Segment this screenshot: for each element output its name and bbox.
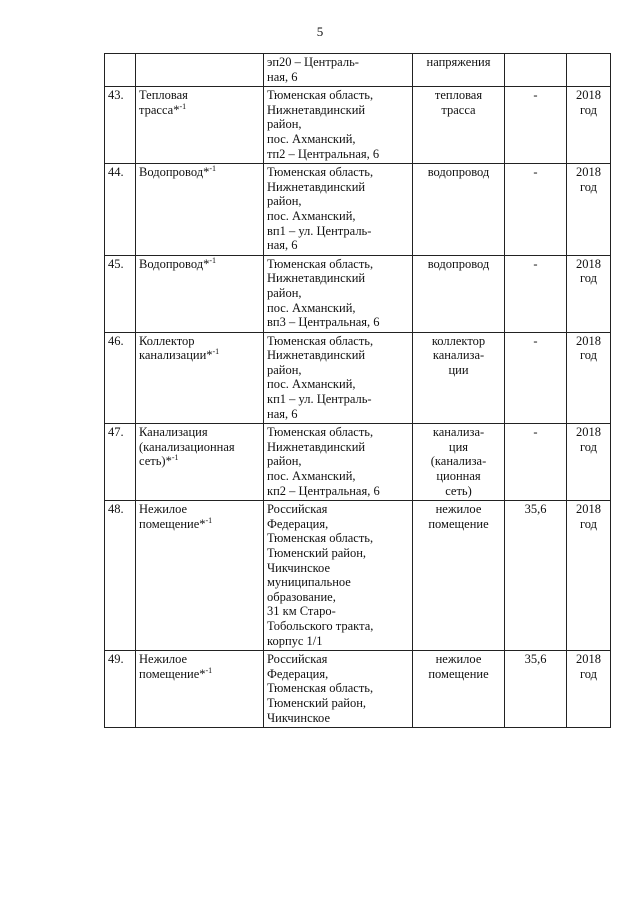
object-name: Тепловая трасса*$^{-1}$ [139, 88, 188, 117]
object-type-cell [413, 54, 505, 87]
footnote-mark: -1 [179, 101, 187, 111]
object-area: - [533, 165, 538, 180]
object-address: эп20 – Централь- ная, 6 [267, 55, 359, 84]
object-area-cell [505, 54, 567, 87]
object-name: Нежилое помещение*$^{-1}$ [139, 502, 213, 531]
object-year: 2018 год [576, 425, 601, 454]
object-year-cell [567, 87, 611, 164]
object-area-cell [505, 651, 567, 728]
object-type-cell [413, 255, 505, 332]
object-name-cell [136, 87, 264, 164]
table-row [105, 501, 611, 651]
object-area-cell [505, 164, 567, 256]
object-area-cell [505, 87, 567, 164]
object-year: 2018 год [576, 502, 601, 531]
row-number: 46. [108, 333, 124, 348]
object-name-cell [136, 332, 264, 424]
object-type-cell [413, 651, 505, 728]
object-name-cell [136, 54, 264, 87]
row-number: 48. [108, 502, 124, 517]
row-number: 43. [108, 88, 124, 103]
object-year: 2018 год [576, 652, 601, 681]
object-type: нежилое помещение [428, 502, 489, 531]
object-address-cell [264, 255, 413, 332]
row-number-cell [105, 651, 136, 728]
object-type-cell [413, 501, 505, 651]
object-year-cell [567, 332, 611, 424]
object-area-cell [505, 332, 567, 424]
object-year: 2018 год [576, 88, 601, 117]
object-year: 2018 год [576, 333, 601, 363]
object-name-cell [136, 164, 264, 256]
row-number-cell [105, 87, 136, 164]
object-area-cell [505, 424, 567, 501]
object-type: водопровод [427, 165, 490, 180]
page-number: 5 [316, 24, 324, 39]
object-name-cell [136, 501, 264, 651]
object-area-cell [505, 255, 567, 332]
object-type: тепловая трасса [434, 88, 483, 117]
object-type-cell [413, 164, 505, 256]
row-number-cell [105, 332, 136, 424]
object-year-cell [567, 255, 611, 332]
object-address: Тюменская область, Нижнетавдинский район, пос. Ахманский, кп1 – ул. Централь- ная, 6 [267, 333, 374, 421]
table-row [105, 54, 611, 87]
object-area-cell [505, 501, 567, 651]
object-area: - [533, 88, 538, 103]
object-address-cell [264, 164, 413, 256]
object-year: 2018 год [576, 256, 601, 286]
object-area: 35,6 [524, 502, 547, 517]
object-address: Тюменская область, Нижнетавдинский район, пос. Ахманский, кп2 – Центральная, 6 [267, 425, 380, 498]
object-name-cell [136, 651, 264, 728]
object-year-cell [567, 164, 611, 256]
row-number-cell [105, 255, 136, 332]
object-address-cell [264, 87, 413, 164]
object-address-cell [264, 332, 413, 424]
object-type: напряжения [426, 55, 491, 69]
object-address: Российская Федерация, Тюменская область, Тюменский район, Чикчинское муниципальное образование, 31 км Старо- Тобольского тракта, корпус 1/1 [267, 502, 374, 648]
row-number: 45. [108, 256, 124, 271]
table-row [105, 332, 611, 424]
footnote-mark: -1 [205, 515, 213, 525]
object-address-cell [264, 424, 413, 501]
object-type-cell [413, 87, 505, 164]
object-name: Коллектор канализации*$^{-1}$ [139, 333, 220, 363]
footnote-mark: -1 [212, 347, 220, 357]
object-type-cell [413, 424, 505, 501]
object-address: Российская Федерация, Тюменская область, Тюменский район, Чикчинское [267, 652, 374, 725]
object-name-cell [136, 424, 264, 501]
object-type-cell [413, 332, 505, 424]
row-number: 49. [108, 652, 124, 667]
property-registry-table [104, 53, 611, 728]
object-year: 2018 год [576, 165, 601, 194]
object-area: - [533, 425, 538, 440]
object-name: Нежилое помещение*$^{-1}$ [139, 652, 213, 681]
row-number: 47. [108, 425, 124, 440]
footnote-mark: -1 [209, 164, 217, 173]
object-year-cell [567, 501, 611, 651]
object-area: - [533, 333, 538, 348]
object-area: 35,6 [524, 652, 547, 667]
footnote-mark: -1 [171, 453, 179, 463]
table-row [105, 255, 611, 332]
object-address: Тюменская область, Нижнетавдинский район, пос. Ахманский, вп1 – ул. Централь- ная, 6 [267, 165, 374, 253]
object-address-cell [264, 54, 413, 87]
table-row [105, 651, 611, 728]
object-name: Канализация (канализационная сеть)*$^{-1}$ [139, 425, 235, 469]
footnote-mark: -1 [205, 665, 213, 675]
object-address-cell [264, 501, 413, 651]
object-year-cell [567, 651, 611, 728]
object-type: водопровод [427, 256, 490, 271]
row-number-cell [105, 501, 136, 651]
object-year-cell [567, 424, 611, 501]
object-address: Тюменская область, Нижнетавдинский район, пос. Ахманский, вп3 – Центральная, 6 [267, 256, 380, 330]
table-row [105, 87, 611, 164]
object-name-cell [136, 255, 264, 332]
object-address: Тюменская область, Нижнетавдинский район, пос. Ахманский, тп2 – Центральная, 6 [267, 88, 380, 161]
object-type: канализа- ция (канализа- ционная сеть) [430, 425, 487, 498]
object-year-cell [567, 54, 611, 87]
object-name: Водопровод*$^{-1}$ [139, 255, 217, 271]
object-area: - [533, 256, 538, 271]
table-row [105, 424, 611, 501]
row-number: 44. [108, 165, 124, 180]
row-number-cell [105, 54, 136, 87]
object-type: коллектор канализа- ции [431, 333, 486, 377]
object-name: Водопровод*$^{-1}$ [139, 164, 217, 180]
table-row [105, 164, 611, 256]
object-address-cell [264, 651, 413, 728]
footnote-mark: -1 [209, 255, 217, 265]
row-number-cell [105, 164, 136, 256]
table-body [105, 54, 611, 728]
object-type: нежилое помещение [428, 652, 489, 681]
row-number-cell [105, 424, 136, 501]
